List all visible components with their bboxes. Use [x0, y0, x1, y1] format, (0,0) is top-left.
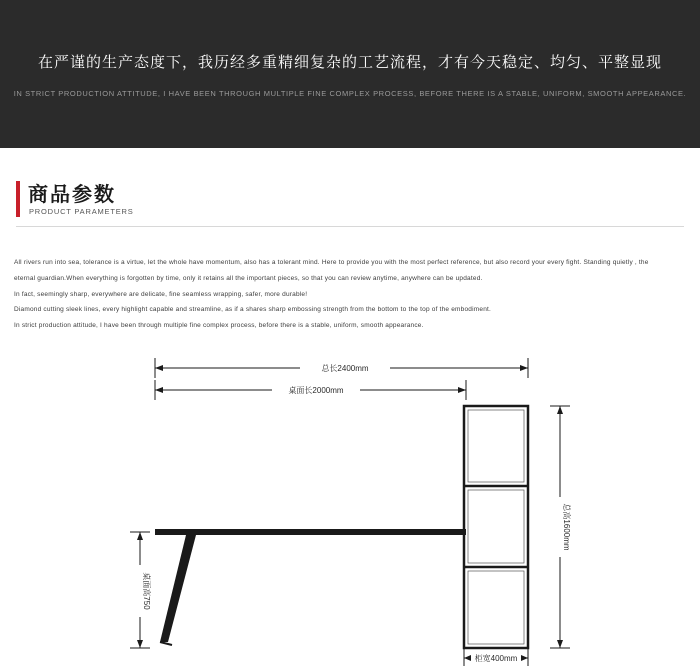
description-line: In strict production attitude, I have been through multiple fine complex process, before there is a stable, uniform, smooth appearance. — [14, 322, 424, 329]
dim-cabinet-width-label: 柜宽400mm — [474, 654, 518, 663]
dim-total-length — [155, 358, 528, 378]
description-line: eternal guardian.When everything is forgotten by time, only it retains all the important pieces, so that you can review anytime, anywhere can be updated. — [14, 274, 483, 282]
description-line: Diamond cutting sleek lines, every highlight capable and streamline, as if a shares sharp embossing strength from the bottom to the top of the embodiment. — [14, 306, 492, 314]
header-divider — [16, 226, 684, 227]
dim-cabinet-width — [464, 648, 528, 666]
dim-desk-length-label: 桌面长2000mm — [288, 386, 344, 395]
drawing-svg — [0, 322, 700, 672]
cabinet-unit — [464, 406, 528, 648]
description-line: In fact, seemingly sharp, everywhere are delicate, fine seamless wrapping, safer, more durable! — [14, 290, 308, 298]
dim-total-height-label: 总高1600mm — [562, 503, 571, 551]
technical-drawing — [0, 322, 700, 672]
dim-total-length-label: 总长2400mm — [321, 364, 369, 373]
dim-desk-height — [130, 532, 152, 648]
description-line: All rivers run into sea, tolerance is a virtue, let the whole have momentum, also has a tolerant mind. Here to provide you with the most perfect reference, but also record your every fight. Standing quietly , the — [14, 259, 649, 266]
dim-desk-height-label: 桌面高750 — [142, 572, 151, 610]
section-title-cn: 商品参数 — [28, 184, 116, 206]
desk-leg — [160, 535, 196, 645]
banner-headline-en: IN STRICT PRODUCTION ATTITUDE, I HAVE BEEN THROUGH MULTIPLE FINE COMPLEX PROCESS, BEFORE THERE IS A STABLE, UNIFORM, SMOOTH APPEARANCE. — [13, 88, 687, 98]
dim-total-height — [550, 406, 572, 648]
accent-bar — [16, 181, 20, 217]
hero-banner — [0, 0, 700, 148]
dim-desk-length — [155, 380, 466, 400]
banner-headline-cn: 在严谨的生产态度下，我历经多重精细复杂的工艺流程，才有今天稳定、均匀、平整显现 — [37, 53, 662, 71]
section-title-en: PRODUCT PARAMETERS — [29, 207, 134, 216]
desk-top — [155, 529, 466, 535]
section-header — [0, 178, 700, 224]
